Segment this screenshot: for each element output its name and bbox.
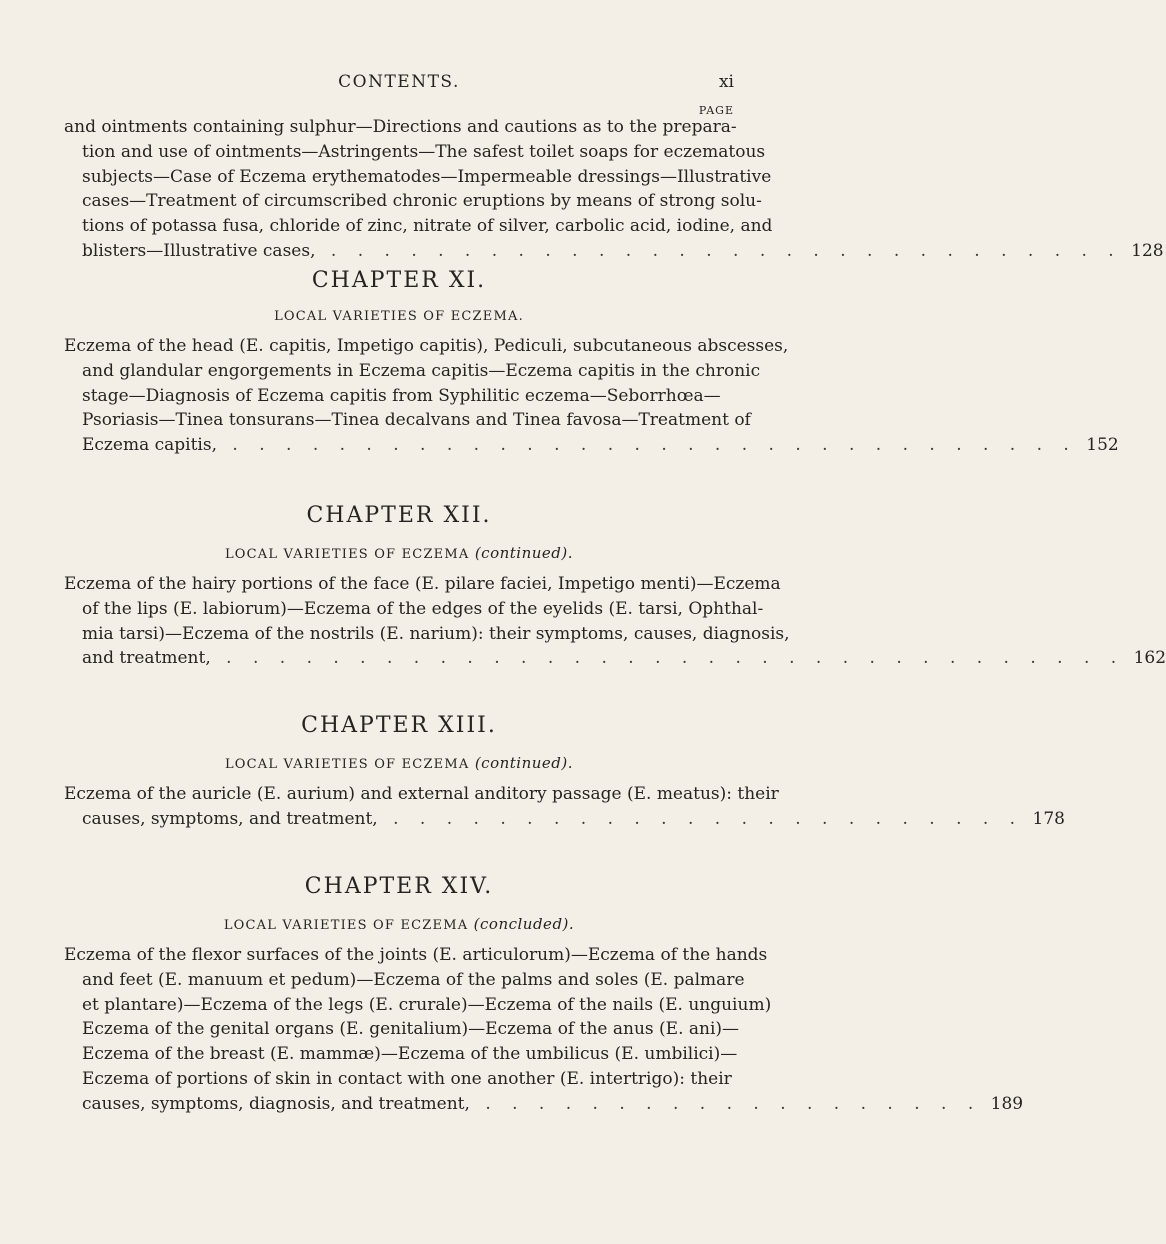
chapter-subheading-text: LOCAL VARIETIES OF ECZEMA. [274,309,524,324]
entry-page-number: 189 [990,1093,1024,1114]
entry-leader-line [64,1092,1024,1117]
page-column-label: PAGE [698,104,734,117]
entry-leader-line [64,807,1065,832]
entry-line: Eczema of the flexor surfaces of the joints (E. articulorum)—Eczema of the hands [64,945,768,965]
entry-leader-line [64,646,1166,671]
entry-line: and feet (E. manuum et pedum)—Eczema of the palms and soles (E. palmare [82,969,745,990]
entry-leader-line [64,433,1119,458]
entry-line: tions of potassa fusa, chloride of zinc, nitrate of silver, carbolic acid, iodine, and [82,216,773,237]
chapter-heading: CHAPTER XII. [306,503,492,528]
dot-leader: . . . . . . . . . . . . . . . . . . . . . . . . . . . . . . [330,240,1122,261]
entry-line: mia tarsi)—Eczema of the nostrils (E. narium): their symptoms, causes, diagnosis, [82,623,790,644]
entry-last-text: causes, symptoms, diagnosis, and treatment, [82,1093,470,1114]
entry-page-number: 162 [1133,648,1166,669]
entry-line: tion and use of ointments—Astringents—The safest toilet soaps for eczematous [82,141,766,162]
entry-line: of the lips (E. labiorum)—Eczema of the edges of the eyelids (E. tarsi, Ophthal- [82,598,764,619]
chapter-subheading [64,915,734,933]
entry-last-text: and treatment, [82,648,211,669]
chapter-heading: CHAPTER XI. [311,268,487,293]
entry-line: Eczema of the breast (E. mammæ)—Eczema of the umbilicus (E. umbilici)— [82,1044,738,1065]
chapter-entry [64,943,1024,1117]
chapter-entry [64,334,1119,458]
chapter-xiii [64,713,1065,832]
dot-leader: . . . . . . . . . . . . . . . . . . . [485,1093,982,1114]
entry-line: Eczema of portions of skin in contact with one another (E. intertrigo): their [82,1068,732,1089]
chapter-heading: CHAPTER XIII. [301,713,497,738]
entry-leader-line [64,239,1164,264]
entry-page-number: 128 [1131,240,1164,261]
chapter-subheading [64,754,734,772]
chapter-heading: CHAPTER XIV. [304,874,494,899]
chapter-entry [64,572,1166,671]
chapter-subheading-note: (concluded). [473,915,575,933]
chapter-xiv [64,874,1024,1117]
entry-line: cases—Treatment of circumscribed chronic eruptions by means of strong solu- [82,191,762,212]
entry-last-text: blisters—Illustrative cases, [82,240,316,261]
page-folio: xi [718,72,734,92]
running-head [64,72,734,96]
chapter-xi [64,268,1119,458]
entry-last-text: causes, symptoms, and treatment, [82,808,378,829]
chapter-entry [64,782,1065,832]
chapter-subheading [64,544,734,562]
chapter-subheading-note: (continued). [474,544,574,562]
entry-line: subjects—Case of Eczema erythematodes—Impermeable dressings—Illustrative [82,166,772,187]
chapter-subheading-note: (continued). [474,754,574,772]
dot-leader: . . . . . . . . . . . . . . . . . . . . . . . . . . . . . . . . [232,435,1077,456]
chapter-subheading-text: LOCAL VARIETIES OF ECZEMA [223,918,469,933]
dot-leader: . . . . . . . . . . . . . . . . . . . . . . . . . . . . . . . . . . [226,648,1125,669]
entry-line: Eczema of the genital organs (E. genitalium)—Eczema of the anus (E. ani)— [82,1019,740,1040]
entry-last-text: Eczema capitis, [82,435,217,456]
chapter-subheading-text: LOCAL VARIETIES OF ECZEMA [224,547,470,562]
continued-entry [64,115,1164,264]
chapter-subheading [64,309,734,324]
dot-leader: . . . . . . . . . . . . . . . . . . . . . . . . [393,808,1024,829]
entry-line: Eczema of the auricle (E. aurium) and external anditory passage (E. meatus): their [64,784,779,804]
running-head-title: CONTENTS. [338,72,460,92]
entry-line: Psoriasis—Tinea tonsurans—Tinea decalvans and Tinea favosa—Treatment of [82,410,751,431]
entry-page-number: 178 [1032,808,1065,829]
contents-page [64,0,1166,1244]
entry-line: Eczema of the hairy portions of the face (E. pilare faciei, Impetigo menti)—Eczema [64,574,781,594]
entry-line: Eczema of the head (E. capitis, Impetigo capitis), Pediculi, subcutaneous abscesses, [64,336,789,356]
entry-line: and glandular engorgements in Eczema capitis—Eczema capitis in the chronic [82,360,761,381]
entry-line: et plantare)—Eczema of the legs (E. crurale)—Eczema of the nails (E. unguium) [82,994,772,1015]
entry-page-number: 152 [1086,435,1119,456]
entry-line: stage—Diagnosis of Eczema capitis from Syphilitic eczema—Seborrhœa— [82,385,721,406]
entry-line: and ointments containing sulphur—Directions and cautions as to the prepara- [64,117,737,137]
chapter-subheading-text: LOCAL VARIETIES OF ECZEMA [224,757,470,772]
chapter-xii [64,503,1166,671]
